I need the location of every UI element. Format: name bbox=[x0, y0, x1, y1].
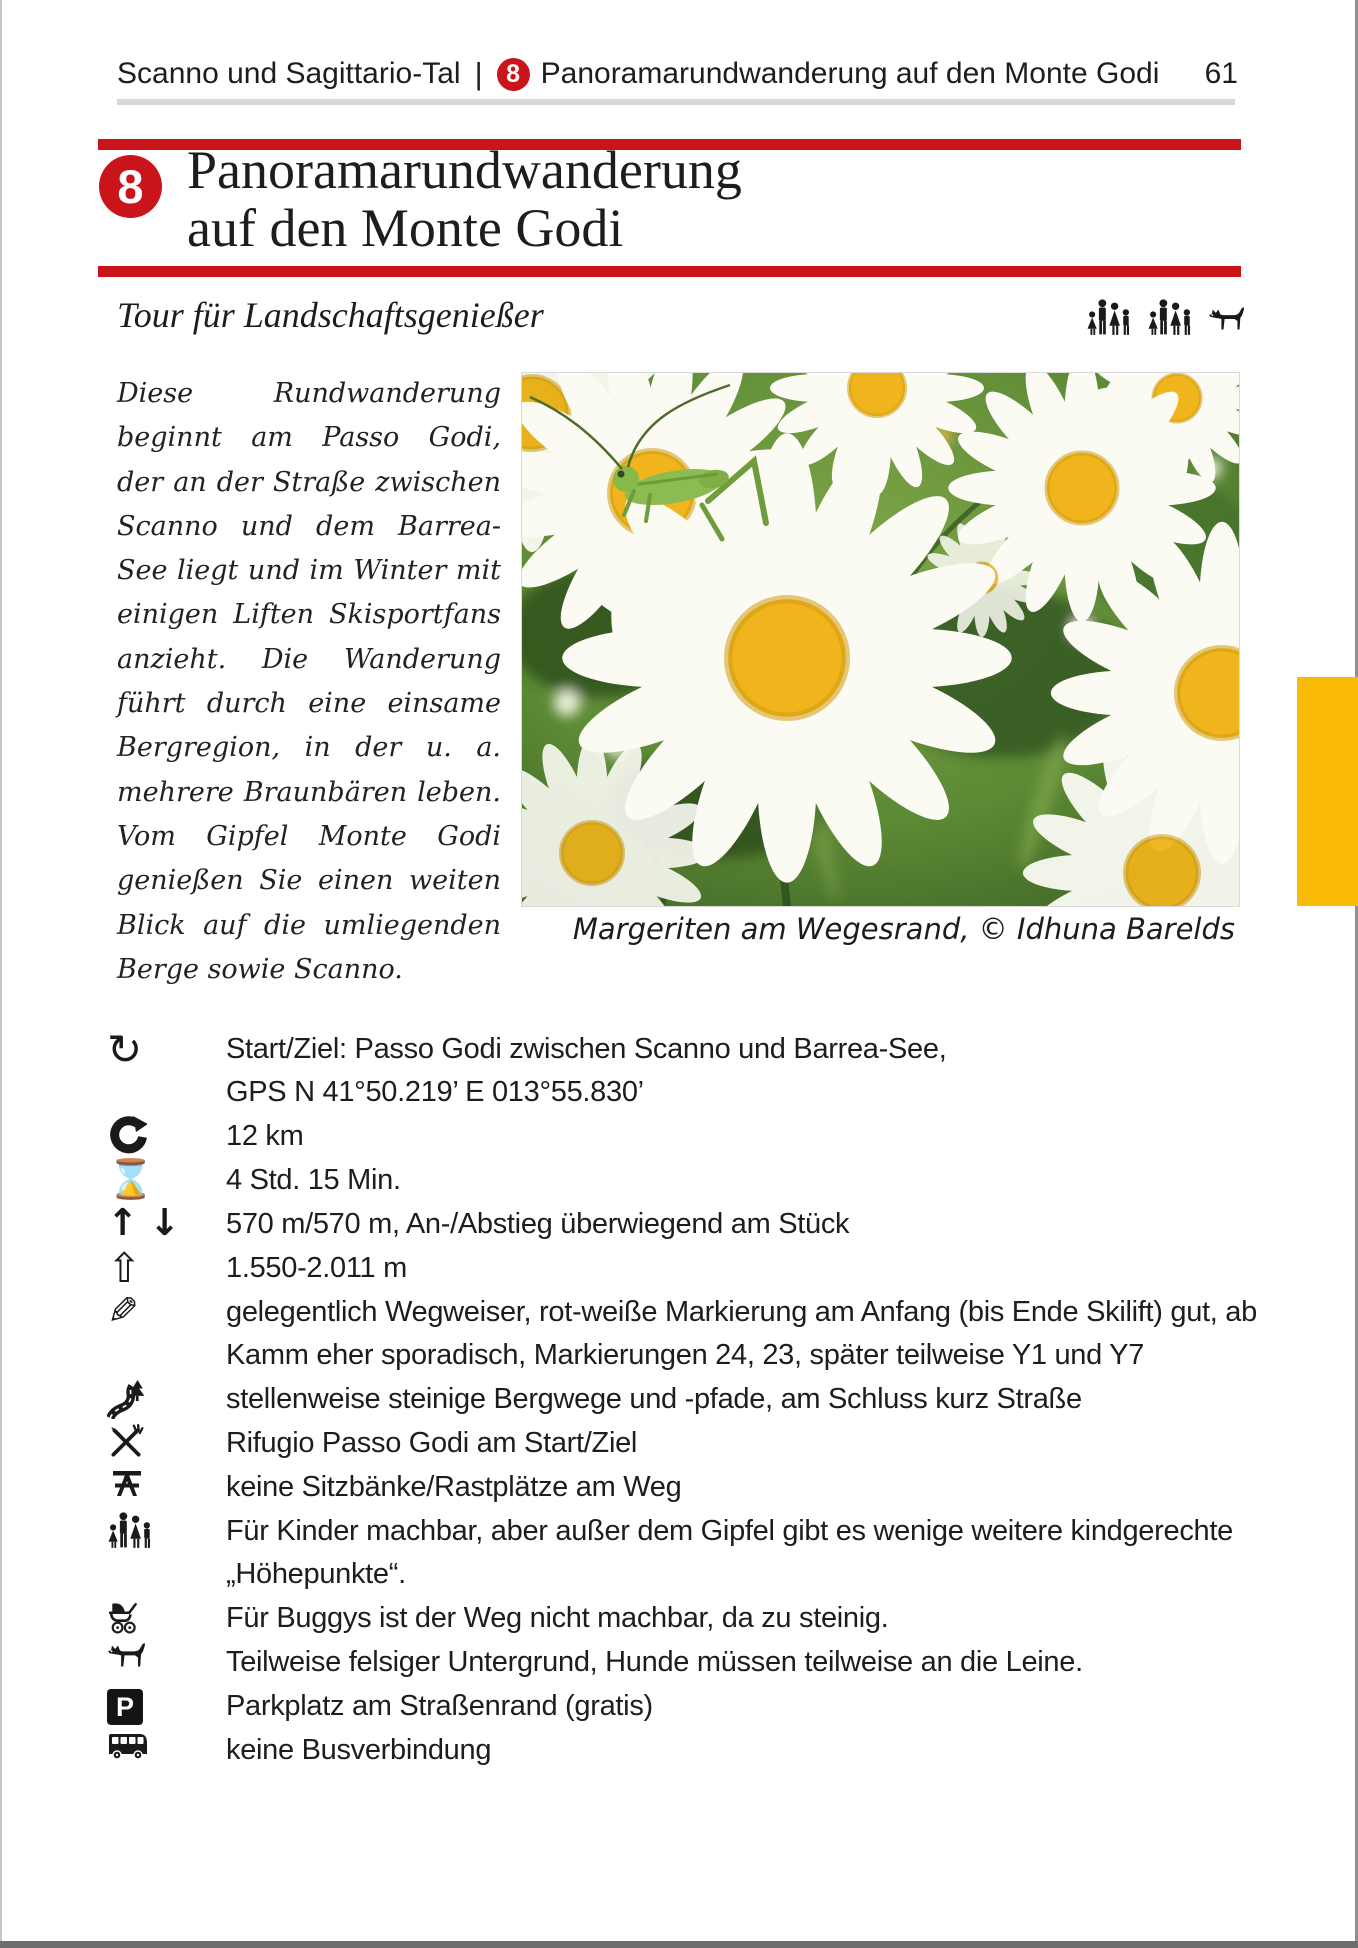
header-section: Scanno und Sagittario-Tal bbox=[117, 57, 461, 90]
info-row-duration bbox=[99, 1159, 1279, 1202]
picnic-bench-icon bbox=[107, 1467, 147, 1499]
intro-line: mehrere Braunbären leben. bbox=[117, 776, 501, 808]
info-row-dogs bbox=[99, 1641, 1279, 1684]
family-icon bbox=[1147, 298, 1194, 335]
info-text: Start/Ziel: Passo Godi zwischen Scanno und Barrea-See, bbox=[226, 1033, 947, 1065]
info-row-benches bbox=[99, 1466, 1279, 1509]
duration-icon: ⌛ bbox=[107, 1157, 155, 1201]
info-row-parking bbox=[99, 1685, 1279, 1728]
photo-caption: Margeriten am Wegesrand, © Idhuna Barelds bbox=[572, 912, 1235, 946]
intro-line: Blick auf die umliegenden bbox=[117, 909, 501, 941]
info-row-ascent-descent bbox=[99, 1203, 1279, 1246]
info-row-elevation bbox=[99, 1244, 1279, 1292]
stroller-icon bbox=[107, 1598, 143, 1636]
route-title-line2: auf den Monte Godi bbox=[187, 198, 624, 258]
info-text-line2: Kamm eher sporadisch, Markierungen 24, 23, später teilweise Y1 und Y7 bbox=[226, 1339, 1145, 1371]
intro-line: beginnt am Passo Godi, bbox=[117, 422, 501, 454]
suitability-icons bbox=[1086, 298, 1246, 335]
ascent-icon: ↑ bbox=[107, 1201, 139, 1244]
info-row-start-finish bbox=[99, 1025, 1279, 1114]
intro-line: See liegt und im Winter mit bbox=[117, 555, 501, 587]
intro-line: Berge sowie Scanno. bbox=[117, 953, 403, 985]
route-number-badge-icon: 8 bbox=[497, 58, 530, 91]
dog-icon bbox=[1208, 306, 1246, 335]
distance-icon bbox=[107, 1116, 147, 1156]
restaurant-icon bbox=[107, 1423, 145, 1461]
daisy-photo bbox=[521, 372, 1240, 907]
info-text: Rifugio Passo Godi am Start/Ziel bbox=[226, 1427, 638, 1459]
header-divider: | bbox=[474, 56, 483, 91]
daisy-photo-illustration bbox=[522, 373, 1239, 906]
info-text-line2: GPS N 41°50.219’ E 013°55.830’ bbox=[226, 1076, 644, 1108]
route-title bbox=[187, 141, 742, 257]
info-text: stellenweise steinige Bergwege und -pfade, am Schluss kurz Straße bbox=[226, 1383, 1082, 1415]
info-row-food bbox=[99, 1422, 1279, 1465]
info-row-waymarking bbox=[99, 1291, 1279, 1377]
info-text: gelegentlich Wegweiser, rot-weiße Markierung am Anfang (bis Ende Skilift) gut, ab bbox=[226, 1296, 1257, 1328]
waymarking-icon: ✎ bbox=[107, 1289, 139, 1333]
descent-icon: ↓ bbox=[149, 1201, 181, 1244]
page-bottom-bar bbox=[0, 1941, 1358, 1948]
info-row-bus bbox=[99, 1729, 1279, 1772]
route-title-line1: Panoramarundwanderung bbox=[187, 140, 742, 200]
info-row-terrain bbox=[99, 1378, 1279, 1421]
intro-line: der an der Straße zwischen bbox=[117, 466, 501, 498]
info-text: 570 m/570 m, An-/Abstieg überwiegend am Stück bbox=[226, 1208, 850, 1240]
header-rule bbox=[117, 99, 1235, 105]
info-text: Für Buggys ist der Weg nicht machbar, da zu steinig. bbox=[226, 1602, 889, 1634]
tour-facts-list bbox=[99, 1025, 1279, 1773]
page-number: 61 bbox=[1204, 57, 1238, 90]
route-tagline: Tour für Landschaftsgenießer bbox=[117, 295, 544, 335]
info-text: keine Sitzbänke/Rastplätze am Weg bbox=[226, 1471, 682, 1503]
family-icon bbox=[1086, 298, 1133, 335]
family-icon bbox=[107, 1511, 154, 1548]
intro-line: genießen Sie einen weiten bbox=[117, 865, 501, 897]
intro-line: führt durch eine einsame bbox=[117, 688, 501, 720]
intro-line: Diese Rundwanderung bbox=[117, 378, 501, 409]
intro-line: einigen Liften Skisportfans bbox=[117, 599, 501, 631]
intro-line: Bergregion, in der u. a. bbox=[117, 732, 501, 764]
intro-line: Vom Gipfel Monte Godi bbox=[117, 820, 501, 852]
info-row-children bbox=[99, 1510, 1279, 1596]
info-row-distance bbox=[99, 1115, 1279, 1158]
intro-paragraph bbox=[117, 372, 501, 992]
intro-line: Scanno und dem Barrea- bbox=[117, 510, 501, 542]
info-text: 1.550-2.011 m bbox=[226, 1252, 407, 1284]
elevation-icon: ⇧ bbox=[107, 1244, 142, 1292]
terrain-icon bbox=[107, 1379, 147, 1419]
info-text-line2: „Höhepunkte“. bbox=[226, 1558, 406, 1590]
info-text: Für Kinder machbar, aber außer dem Gipfel gibt es wenige weitere kindgerechte bbox=[226, 1515, 1233, 1547]
chapter-thumb-tab bbox=[1297, 677, 1358, 906]
info-text: 12 km bbox=[226, 1120, 304, 1152]
info-text: 4 Std. 15 Min. bbox=[226, 1164, 401, 1196]
dog-icon bbox=[107, 1642, 147, 1672]
info-row-stroller bbox=[99, 1597, 1279, 1640]
intro-line: anzieht. Die Wanderung bbox=[117, 643, 501, 675]
info-text: keine Busverbindung bbox=[226, 1734, 492, 1766]
info-text: Parkplatz am Straßenrand (gratis) bbox=[226, 1690, 653, 1722]
running-header bbox=[117, 56, 1238, 92]
header-route-title: Panoramarundwanderung auf den Monte Godi bbox=[540, 57, 1160, 90]
info-text: Teilweise felsiger Untergrund, Hunde müssen teilweise an die Leine. bbox=[226, 1646, 1083, 1678]
page-edge-left bbox=[0, 0, 2, 1948]
start-finish-icon: ↻ bbox=[107, 1025, 143, 1074]
route-number-badge-large-icon: 8 bbox=[99, 155, 162, 218]
title-rule-bottom bbox=[98, 266, 1241, 277]
parking-icon: P bbox=[107, 1689, 143, 1725]
bus-icon bbox=[107, 1730, 149, 1762]
